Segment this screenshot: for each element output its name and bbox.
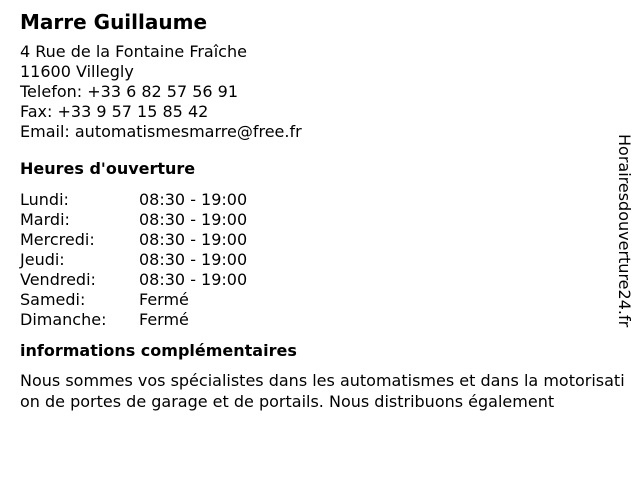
fax-number: Fax: +33 9 57 15 85 42 — [20, 102, 209, 121]
hours-time: 08:30 - 19:00 — [139, 190, 248, 209]
hours-row-friday — [20, 270, 632, 290]
hours-time: 08:30 - 19:00 — [139, 270, 248, 289]
hours-day: Dimanche: — [20, 310, 107, 329]
hours-day: Lundi: — [20, 190, 69, 209]
hours-time: Fermé — [139, 290, 189, 309]
hours-day: Samedi: — [20, 290, 86, 309]
additional-info-heading: informations complémentaires — [20, 341, 297, 360]
hours-time: Fermé — [139, 310, 189, 329]
hours-day: Mardi: — [20, 210, 70, 229]
hours-row-sunday — [20, 310, 632, 330]
hours-row-wednesday — [20, 230, 632, 250]
hours-day: Mercredi: — [20, 230, 95, 249]
business-description: Nous sommes vos spécialistes dans les automatismes et dans la motorisation de portes de garage et de portails. Nous distribuons également — [20, 371, 625, 411]
hours-day: Jeudi: — [20, 250, 65, 269]
hours-row-tuesday — [20, 210, 632, 230]
business-card — [20, 8, 632, 412]
hours-row-saturday — [20, 290, 632, 310]
hours-row-monday — [20, 190, 632, 210]
hours-row-thursday — [20, 250, 632, 270]
hours-time: 08:30 - 19:00 — [139, 230, 248, 249]
site-watermark: Horairesdouverture24.fr — [615, 134, 634, 328]
opening-hours-heading: Heures d'ouverture — [20, 159, 196, 178]
opening-hours-table — [20, 190, 632, 330]
address-city: 11600 Villegly — [20, 62, 134, 81]
hours-time: 08:30 - 19:00 — [139, 210, 248, 229]
address-street: 4 Rue de la Fontaine Fraîche — [20, 42, 247, 61]
hours-day: Vendredi: — [20, 270, 96, 289]
email-address: Email: automatismesmarre@free.fr — [20, 122, 302, 141]
business-name: Marre Guillaume — [20, 10, 208, 34]
hours-time: 08:30 - 19:00 — [139, 250, 248, 269]
phone-number: Telefon: +33 6 82 57 56 91 — [20, 82, 239, 101]
